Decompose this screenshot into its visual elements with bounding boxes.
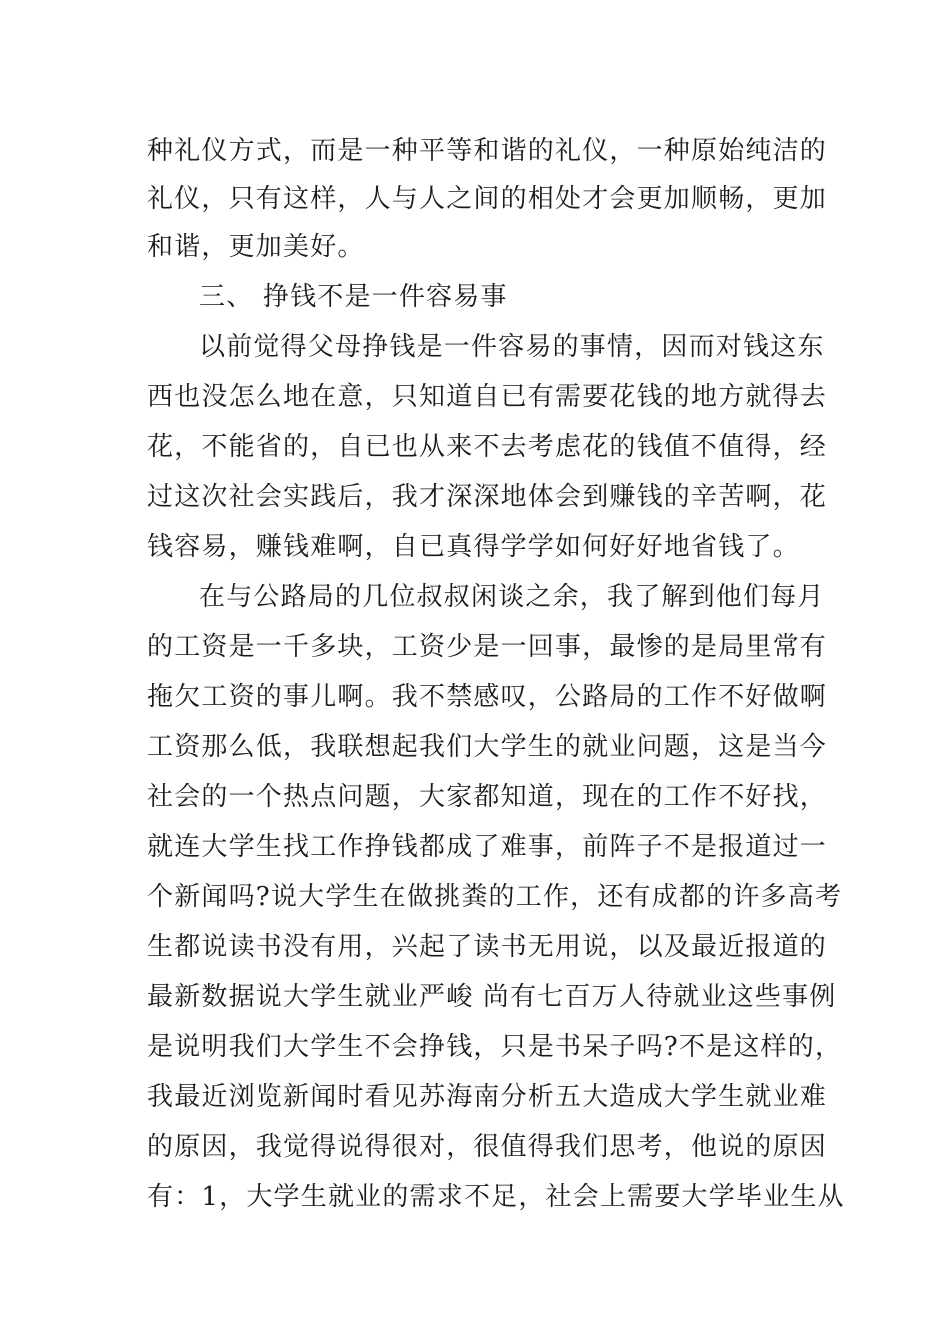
text-line: 有：1，大学生就业的需求不足，社会上需要大学毕业生从 [147,1182,845,1212]
text-line: 工资那么低，我联想起我们大学生的就业问题，这是当今 [147,732,828,762]
text-line: 花，不能省的，自已也从来不去考虑花的钱值不值得，经 [147,432,828,462]
text-line: 是说明我们大学生不会挣钱，只是书呆子吗?不是这样的， [147,1032,843,1062]
text-line: 礼仪，只有这样，人与人之间的相处才会更加顺畅，更加 [147,184,828,214]
text-line: 的原因，我觉得说得很对，很值得我们思考，他说的原因 [147,1132,828,1162]
text-line: 种礼仪方式，而是一种平等和谐的礼仪，一种原始纯洁的 [147,136,828,166]
text-line: 西也没怎么地在意，只知道自已有需要花钱的地方就得去 [147,382,828,412]
text-line: 个新闻吗?说大学生在做挑粪的工作，还有成都的许多高考 [147,882,843,912]
text-line: 在与公路局的几位叔叔闲谈之余，我了解到他们每月 [199,582,825,612]
text-line: 和谐，更加美好。 [147,232,365,262]
text-line: 我最近浏览新闻时看见苏海南分析五大造成大学生就业难 [147,1082,828,1112]
text-line: 钱容易，赚钱难啊，自已真得学学如何好好地省钱了。 [147,532,800,562]
text-line: 社会的一个热点问题，大家都知道，现在的工作不好找， [147,782,828,812]
text-line: 以前觉得父母挣钱是一件容易的事情，因而对钱这东 [199,332,825,362]
text-line: 的工资是一千多块，工资少是一回事，最惨的是局里常有 [147,632,828,662]
text-line: 过这次社会实践后，我才深深地体会到赚钱的辛苦啊，花 [147,482,828,512]
section-heading: 三、 挣钱不是一件容易事 [199,282,508,312]
text-line: 就连大学生找工作挣钱都成了难事，前阵子不是报道过一 [147,832,828,862]
text-line: 拖欠工资的事儿啊。我不禁感叹，公路局的工作不好做啊 [147,682,828,712]
text-line: 生都说读书没有用，兴起了读书无用说，以及最近报道的 [147,932,828,962]
text-line: 最新数据说大学生就业严峻 尚有七百万人待就业这些事例 [147,982,837,1012]
